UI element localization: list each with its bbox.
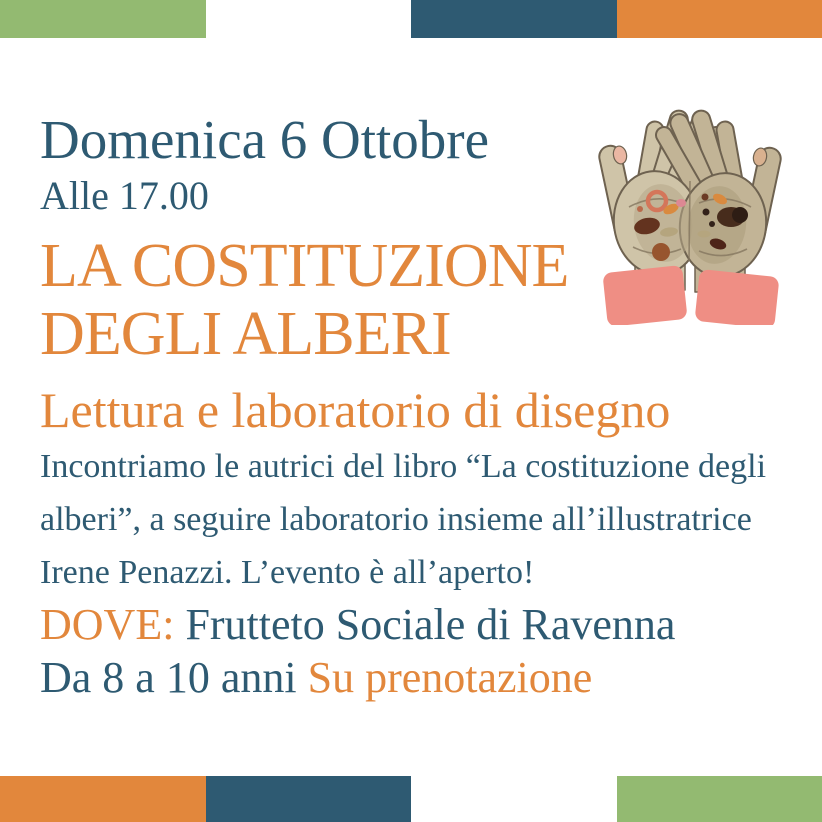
top-stripe <box>0 0 822 38</box>
event-title-line1: LA COSTITUZIONE <box>40 232 569 300</box>
where-value: Frutteto Sociale di Ravenna <box>185 600 676 649</box>
bottom-stripe <box>0 776 822 822</box>
stripe-block <box>0 776 206 822</box>
description-line: Irene Penazzi. L’evento è all’aperto! <box>40 554 535 591</box>
stripe-block <box>206 776 412 822</box>
stripe-block <box>411 0 617 38</box>
description-line: Incontriamo le autrici del libro “La costituzione degli <box>40 448 767 485</box>
booking-note: Su prenotazione <box>307 653 593 702</box>
where-label: DOVE: <box>40 600 175 649</box>
stripe-block <box>617 776 822 822</box>
stripe-block <box>0 0 206 38</box>
event-time: Alle 17.00 <box>40 173 209 218</box>
event-date: Domenica 6 Ottobre <box>40 109 490 170</box>
description-line: alberi”, a seguire laboratorio insieme all’illustratrice <box>40 501 752 538</box>
stripe-block <box>411 776 617 822</box>
age-range: Da 8 a 10 anni <box>40 653 297 702</box>
event-meta-line <box>40 653 593 702</box>
stripe-block <box>206 0 412 38</box>
event-subtitle: Lettura e laboratorio di disegno <box>40 382 671 438</box>
event-title-line2: DEGLI ALBERI <box>40 300 451 368</box>
cupped-hands-illustration <box>585 85 795 325</box>
event-location-line <box>40 600 676 649</box>
stripe-block <box>617 0 822 38</box>
